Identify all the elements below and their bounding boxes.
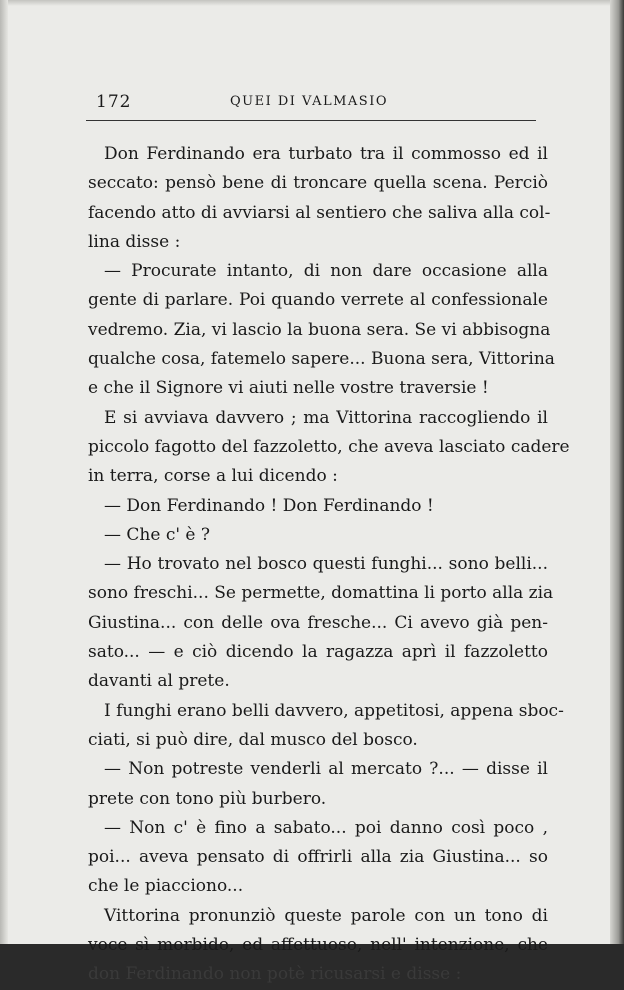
page-header bbox=[86, 86, 536, 122]
text-line: sato... — e ciò dicendo la ragazza aprì il fazzoletto bbox=[88, 642, 548, 663]
text-line: — Non c' è fino a sabato... poi danno così poco , bbox=[104, 817, 548, 838]
body-text bbox=[88, 140, 570, 990]
page-left-edge bbox=[0, 0, 8, 944]
text-line: — Don Ferdinando ! Don Ferdinando ! bbox=[104, 495, 434, 516]
text-line: — Ho trovato nel bosco questi funghi... sono belli... bbox=[104, 554, 548, 575]
text-line: prete con tono più burbero. bbox=[88, 788, 327, 809]
text-line: — Che c' è ? bbox=[104, 524, 211, 545]
page-right-edge-shadow bbox=[610, 0, 624, 944]
text-line: E si avviava davvero ; ma Vittorina raccogliendo il bbox=[104, 407, 548, 428]
text-line: davanti al prete. bbox=[88, 671, 230, 692]
text-line: facendo atto di avviarsi al sentiero che saliva alla col- bbox=[88, 202, 551, 223]
text-line: — Non potreste venderli al mercato ?... — disse il bbox=[104, 759, 548, 780]
text-line: ciati, si può dire, dal musco del bosco. bbox=[88, 729, 418, 750]
page-top-edge bbox=[0, 0, 624, 6]
text-line: Vittorina pronunziò queste parole con un tono di bbox=[104, 905, 548, 926]
text-line: — Procurate intanto, di non dare occasione alla bbox=[104, 261, 548, 282]
text-line: piccolo fagotto del fazzoletto, che aveva lasciato cadere bbox=[88, 436, 570, 457]
text-line: che le piacciono... bbox=[88, 876, 244, 897]
running-title: QUEI DI VALMASIO bbox=[230, 94, 388, 109]
text-line: I funghi erano belli davvero, appetitosi, appena sboc- bbox=[104, 700, 564, 721]
text-line: poi... aveva pensato di offrirli alla zia Giustina... so bbox=[88, 847, 548, 868]
header-rule bbox=[86, 120, 536, 121]
text-line: Don Ferdinando era turbato tra il commosso ed il bbox=[104, 144, 548, 164]
page-number: 172 bbox=[96, 92, 132, 112]
text-line: don Ferdinando non potè ricusarsi e disse : bbox=[88, 964, 462, 985]
text-line: Giustina... con delle ova fresche... Ci avevo già pen- bbox=[88, 612, 548, 633]
text-line: vedremo. Zia, vi lascio la buona sera. Se vi abbisogna bbox=[88, 319, 551, 340]
text-line: sono freschi... Se permette, domattina li porto alla zia bbox=[88, 583, 554, 604]
text-line: lina disse : bbox=[88, 231, 181, 252]
text-line: voce sì morbido, ed affettuoso, nell' intenzione, che bbox=[88, 935, 548, 956]
text-line: qualche cosa, fatemelo sapere... Buona sera, Vittorina bbox=[88, 349, 555, 370]
text-line: e che il Signore vi aiuti nelle vostre traversie ! bbox=[88, 378, 489, 399]
text-line: gente di parlare. Poi quando verrete al confessionale bbox=[88, 290, 548, 311]
text-line: seccato: pensò bene di troncare quella scena. Perciò bbox=[88, 173, 548, 194]
text-line: in terra, corse a lui dicendo : bbox=[88, 466, 338, 487]
